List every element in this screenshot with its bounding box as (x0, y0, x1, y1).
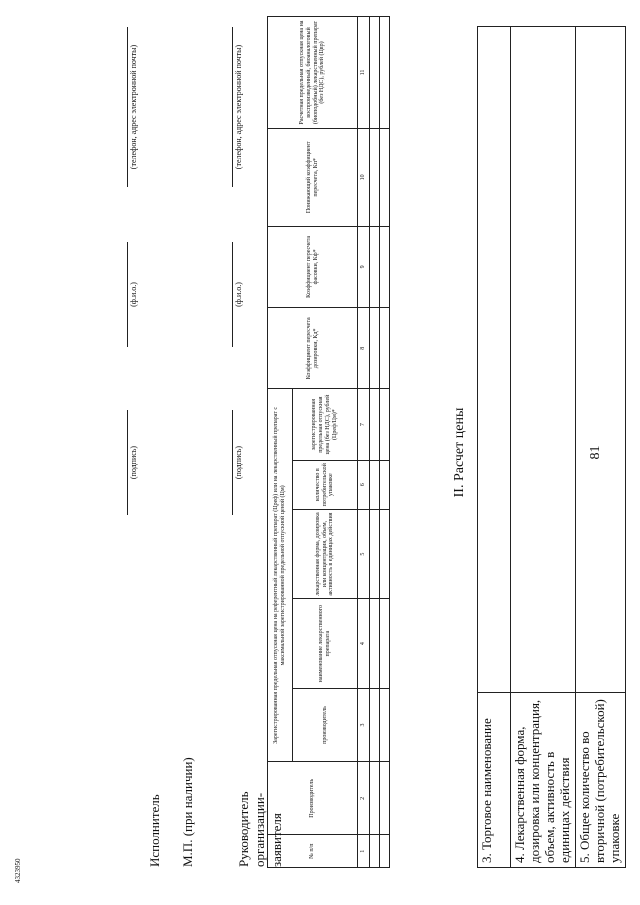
contacts-caption: (телефон, адрес электронной почты) (129, 44, 138, 170)
column-number: 2 (358, 762, 370, 835)
column-number: 10 (358, 128, 370, 226)
column-number: 1 (358, 835, 370, 868)
header-cell: зарегистрированная предельная отпускная цена (без НДС), рублей (Цреф/Цм)* (293, 389, 358, 460)
header-row (268, 17, 293, 868)
header-cell: Производитель (268, 762, 358, 835)
seal-label: М.П. (при наличии) (180, 757, 195, 867)
signature-caption: (подпись) (129, 445, 138, 480)
contacts-line (232, 27, 233, 187)
column-number: 4 (358, 599, 370, 689)
section-title: II. Расчет цены (452, 407, 467, 498)
price-calculation-table (267, 16, 390, 868)
page-number: 81 (588, 445, 603, 460)
header-cell: Понижающий коэффициент пересчета, Кп* (268, 128, 358, 226)
table-row (478, 27, 511, 868)
column-number: 11 (358, 17, 370, 129)
table-row (380, 17, 390, 868)
column-number: 9 (358, 226, 370, 307)
row-value (575, 27, 625, 693)
table-row (511, 27, 576, 868)
header-cell: количество в потребительской упаковке (293, 460, 358, 509)
head-label: Руководитель организации-заявителя (236, 791, 284, 867)
document-id: 4323950 (14, 858, 22, 883)
contacts-line (127, 27, 128, 187)
table-row (575, 27, 625, 868)
executor-label: Исполнитель (147, 794, 162, 867)
header-cell: № п/п (268, 835, 358, 868)
name-line (127, 242, 128, 347)
column-number: 3 (358, 688, 370, 761)
header-cell: Коэффициент пересчета дозировки, Кд* (268, 308, 358, 389)
header-cell: Расчетная предельная отпускная цена на воспроизведенный, биоаналоговый (биоподобный) лекарственный препарат (без НДС), рублей (Цвр) (268, 17, 358, 129)
header-cell: лекарственная форма, дозировка или концентрация, объем, активность в единицах действия (293, 509, 358, 599)
header-group-cell: Зарегистрированная предельная отпускная цена на референтный лекарственный препарат (Цреф) или на лекарственный препарат с максимальной зарегистрированной предельной отпускной ценой (Цм) (268, 389, 293, 762)
contacts-caption: (телефон, адрес электронной почты) (234, 44, 243, 170)
name-caption: (ф.и.о.) (234, 282, 243, 307)
name-caption: (ф.и.о.) (129, 282, 138, 307)
row-label: 3. Торговое наименование (478, 693, 511, 868)
row-label: 5. Общее количество во вторичной (потребительской) упаковке (575, 693, 625, 868)
header-cell: производитель (293, 688, 358, 761)
row-value (478, 27, 511, 693)
header-cell: Коэффициент пересчета фасовки, Кф* (268, 226, 358, 307)
column-number: 8 (358, 308, 370, 389)
name-line (232, 242, 233, 347)
row-value (511, 27, 576, 693)
table-row (370, 17, 380, 868)
column-number: 6 (358, 460, 370, 509)
signature-line (127, 410, 128, 515)
row-label: 4. Лекарственная форма, дозировка или концентрация, объем, активность в единицах действия (511, 693, 576, 868)
signature-line (232, 410, 233, 515)
header-cell: наименование лекарственного препарата (293, 599, 358, 689)
signature-caption: (подпись) (234, 445, 243, 480)
column-number: 7 (358, 389, 370, 460)
column-number: 5 (358, 509, 370, 599)
product-info-table (477, 26, 626, 868)
column-number-row (358, 17, 370, 868)
